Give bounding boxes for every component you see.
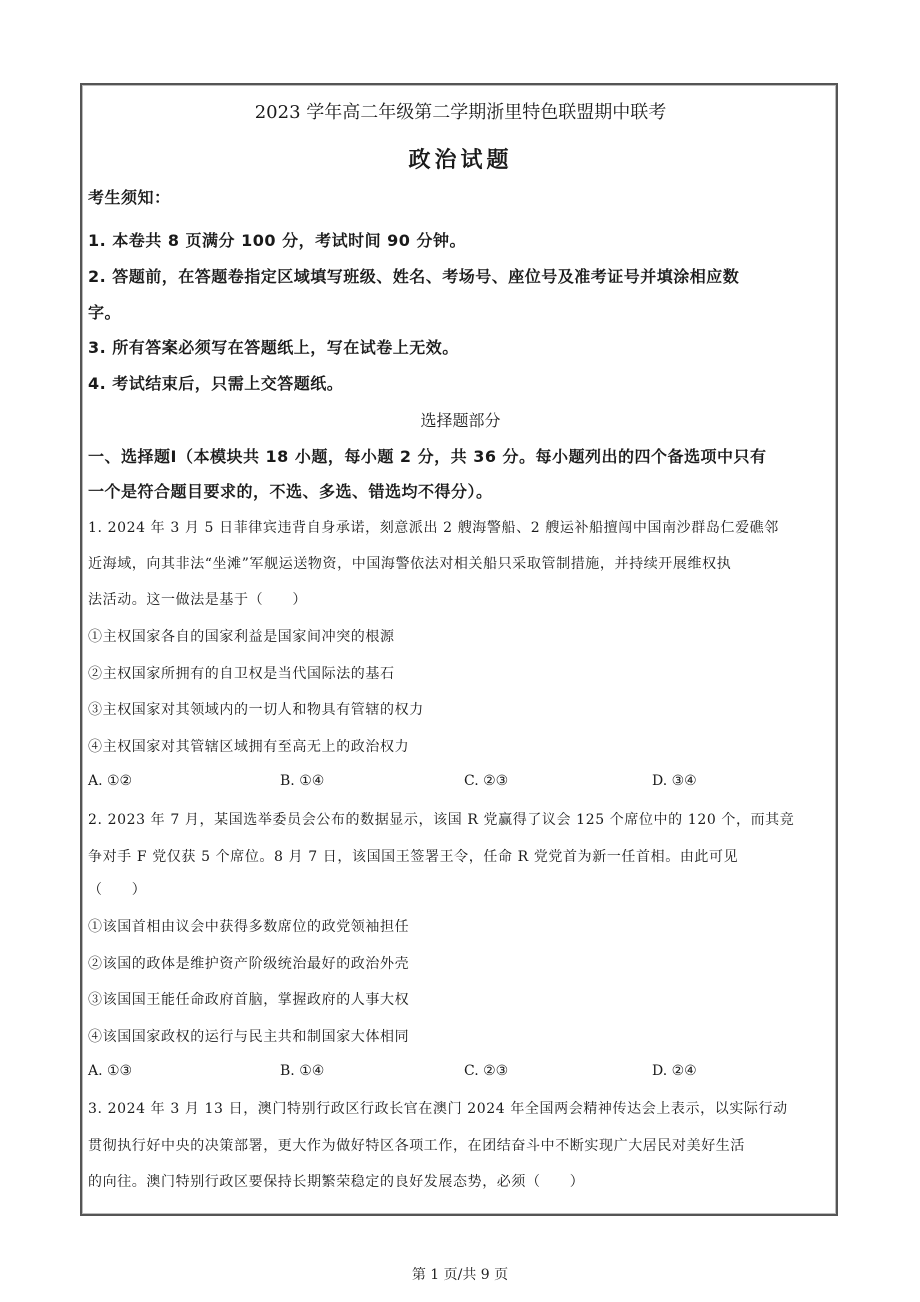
question-2-stem-line-1: 2. 2023 年 7 月，某国选举委员会公布的数据显示，该国 R 党赢得了议会 125 个席位中的 120 个，而其竞 (88, 812, 795, 828)
question-2-choice-a[interactable]: A. ①③ (88, 1063, 133, 1079)
question-1-choice-d[interactable]: D. ③④ (652, 773, 697, 789)
question-2-statement-1: ①该国首相由议会中获得多数席位的政党领袖担任 (88, 919, 410, 935)
question-1-choice-a[interactable]: A. ①② (88, 773, 133, 789)
section-title: 选择题部分 (420, 411, 501, 430)
question-1-choice-b[interactable]: B. ①④ (280, 773, 325, 789)
question-2-stem-line-2: 争对手 F 党仅获 5 个席位。8 月 7 日，该国国王签署王令，任命 R 党党首为新一任首相。由此可见 (88, 849, 739, 865)
section-instructions-line-2: 一个是符合题目要求的，不选、多选、错选均不得分）。 (88, 482, 493, 501)
question-3-stem-line-2: 贯彻执行好中央的决策部署，更大作为做好特区各项工作，在团结奋斗中不断实现广大居民对美好生活 (88, 1138, 745, 1154)
question-2-statement-4: ④该国国家政权的运行与民主共和制国家大体相同 (88, 1029, 410, 1045)
subject-title: 政治试题 (408, 147, 513, 173)
question-1-statement-4: ④主权国家对其管辖区域拥有至高无上的政治权力 (88, 739, 410, 755)
question-1-choice-c[interactable]: C. ②③ (464, 773, 509, 789)
question-2-stem-line-3: （ ） (88, 882, 147, 898)
notice-item-2-cont: 字。 (88, 303, 122, 322)
question-1-stem-line-1: 1. 2024 年 3 月 5 日菲律宾违背自身承诺，刻意派出 2 艘海警船、2 艘运补船擅闯中国南沙群岛仁爱礁邻 (88, 520, 779, 536)
question-2-statement-3: ③该国国王能任命政府首脑，掌握政府的人事大权 (88, 992, 410, 1008)
question-1-statement-3: ③主权国家对其领域内的一切人和物具有管辖的权力 (88, 702, 424, 718)
question-2-choice-b[interactable]: B. ①④ (280, 1063, 325, 1079)
notice-item-4: 4. 考试结束后，只需上交答题纸。 (88, 374, 344, 393)
notice-heading: 考生须知： (88, 188, 171, 207)
question-2-choice-c[interactable]: C. ②③ (464, 1063, 509, 1079)
section-instructions-line-1: 一、选择题Ⅰ（本模块共 18 小题，每小题 2 分，共 36 分。每小题列出的四个备选项中只有 (88, 447, 767, 466)
question-1-statement-2: ②主权国家所拥有的自卫权是当代国际法的基石 (88, 666, 395, 682)
page-indicator: 第 1 页/共 9 页 (411, 1267, 509, 1283)
notice-item-1: 1. 本卷共 8 页满分 100 分，考试时间 90 分钟。 (88, 231, 467, 250)
question-1-stem-line-3: 法活动。这一做法是基于（ ） (88, 592, 307, 608)
question-3-stem-line-1: 3. 2024 年 3 月 13 日，澳门特别行政区行政长官在澳门 2024 年全国两会精神传达会上表示，以实际行动 (88, 1101, 788, 1117)
exam-title: 2023 学年高二年级第二学期浙里特色联盟期中联考 (254, 102, 667, 123)
notice-item-2: 2. 答题前，在答题卷指定区域填写班级、姓名、考场号、座位号及准考证号并填涂相应数 (88, 267, 740, 286)
question-2-statement-2: ②该国的政体是维护资产阶级统治最好的政治外壳 (88, 956, 410, 972)
question-1-stem-line-2: 近海域，向其非法“坐滩”军舰运送物资，中国海警依法对相关船只采取管制措施，并持续开展维权执 (88, 556, 732, 572)
question-3-stem-line-3: 的向往。澳门特别行政区要保持长期繁荣稳定的良好发展态势，必须（ ） (88, 1174, 585, 1190)
question-1-statement-1: ①主权国家各自的国家利益是国家间冲突的根源 (88, 629, 395, 645)
notice-item-3: 3. 所有答案必须写在答题纸上，写在试卷上无效。 (88, 338, 459, 357)
question-2-choice-d[interactable]: D. ②④ (652, 1063, 697, 1079)
